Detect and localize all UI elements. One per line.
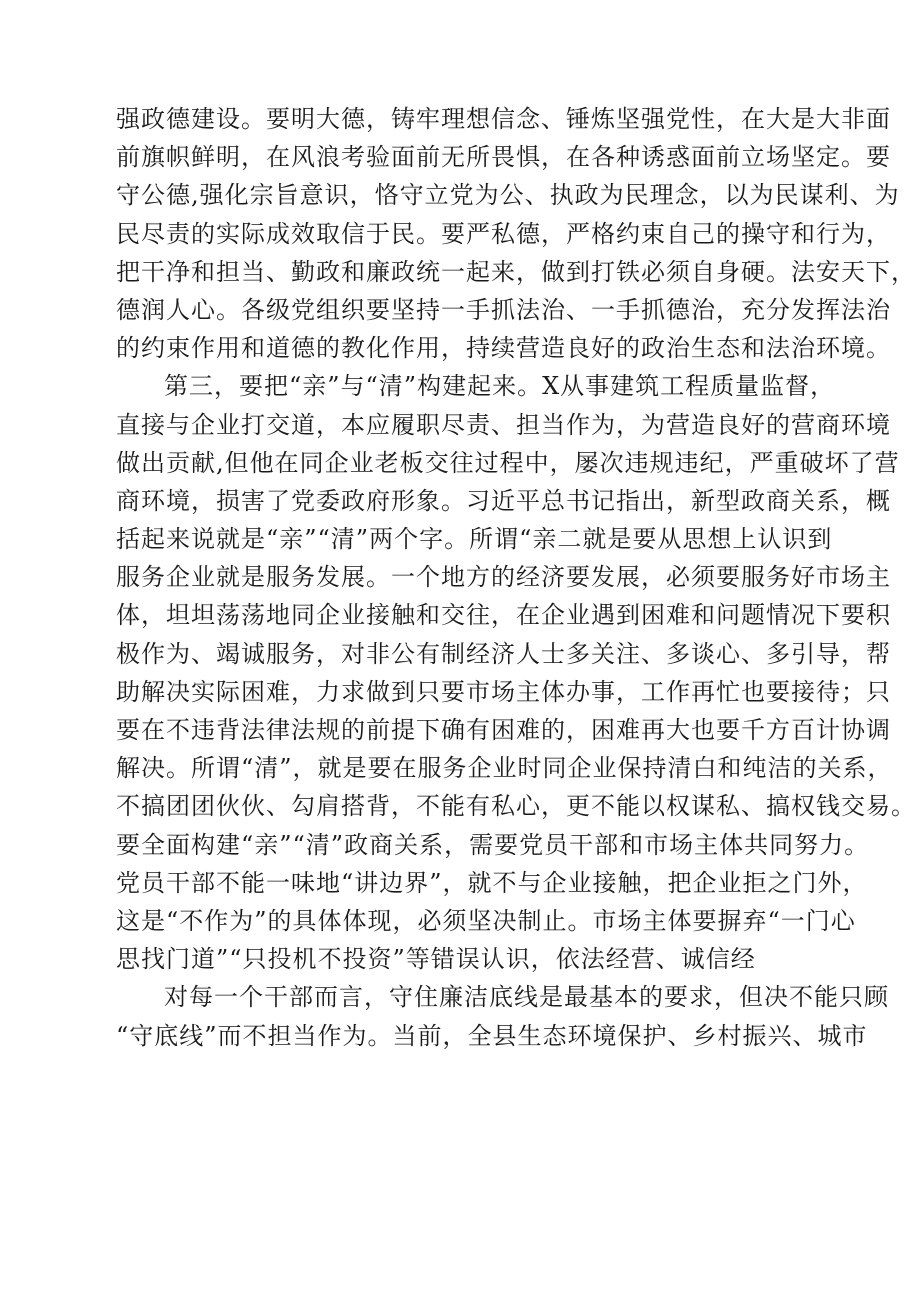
body-text [116, 100, 916, 1055]
text-line: 的约束作用和道德的教化作用，持续营造良好的政治生态和法治环境。 [116, 334, 891, 363]
text-line: 解决。所谓“清”，就是要在服务企业时同企业保持清白和纯洁的关系， [116, 754, 893, 783]
text-line: 德润人心。各级党组织要坚持一手抓法治、一手抓德治，充分发挥法治 [116, 295, 891, 324]
text-line: 助解决实际困难，力求做到只要市场主体办事，工作再忙也要接待；只 [116, 677, 891, 706]
text-line: 服务企业就是服务发展。一个地方的经济要发展，必须要服务好市场主 [116, 563, 891, 592]
text-line: 括起来说就是“亲”“清”两个字。所谓“亲二就是要从思想上认识到 [116, 525, 833, 554]
text-line: 不搞团团伙伙、勾肩搭背，不能有私心，更不能以权谋私、搞权钱交易。 [116, 792, 916, 821]
text-line: 要在不违背法律法规的前提下确有困难的，困难再大也要千方百计协调 [116, 716, 891, 744]
text-line: 做出贡献,但他在同企业老板交往过程中，屡次违规违纪，严重破坏了营 [116, 448, 900, 477]
text-line: 体，坦坦荡荡地同企业接触和交往，在企业遇到困难和问题情况下要积 [116, 601, 891, 630]
text-line: 强政德建设。要明大德，铸牢理想信念、锤炼坚强党性，在大是大非面 [116, 105, 891, 133]
text-line: 前旗帜鲜明，在风浪考验面前无所畏惧，在各种诱惑面前立场坚定。要 [116, 143, 891, 172]
text-line: “守底线”而不担当作为。当前，全县生态环境保护、乡村振兴、城市 [116, 1021, 868, 1050]
text-line: 民尽责的实际成效取信于民。要严私德，严格约束自己的操守和行为， [116, 219, 891, 248]
text-line: 直接与企业打交道，本应履职尽责、担当作为，为营造良好的营商环境 [116, 410, 891, 439]
text-line: 守公德,强化宗旨意识，恪守立党为公、执政为民理念，以为民谋利、为 [116, 181, 900, 210]
text-line: 这是“不作为”的具体体现，必须坚决制止。市场主体要摒弃“一门心 [116, 906, 856, 935]
text-line: 党员干部不能一味地“讲边界”，就不与企业接触，把企业拒之门外， [116, 868, 868, 897]
paragraph-start-line: 第三，要把“亲”与“清”构建起来。X从事建筑工程质量监督， [164, 372, 836, 401]
text-line: 要全面构建“亲”“清”政商关系，需要党员干部和市场主体共同努力。 [116, 830, 870, 859]
paragraph-start-line: 对每一个干部而言，守住廉洁底线是最基本的要求，但决不能只顾 [164, 983, 889, 1012]
text-line: 把干净和担当、勤政和廉政统一起来，做到打铁必须自身硬。法安天下， [116, 257, 916, 286]
text-line: 极作为、竭诚服务，对非公有制经济人士多关注、多谈心、多引导，帮 [116, 639, 891, 668]
text-line: 思找门道”“只投机不投资”等错误认识，依法经营、诚信经 [116, 945, 756, 974]
text-line: 商环境，损害了党委政府形象。习近平总书记指出，新型政商关系，概 [116, 486, 891, 515]
